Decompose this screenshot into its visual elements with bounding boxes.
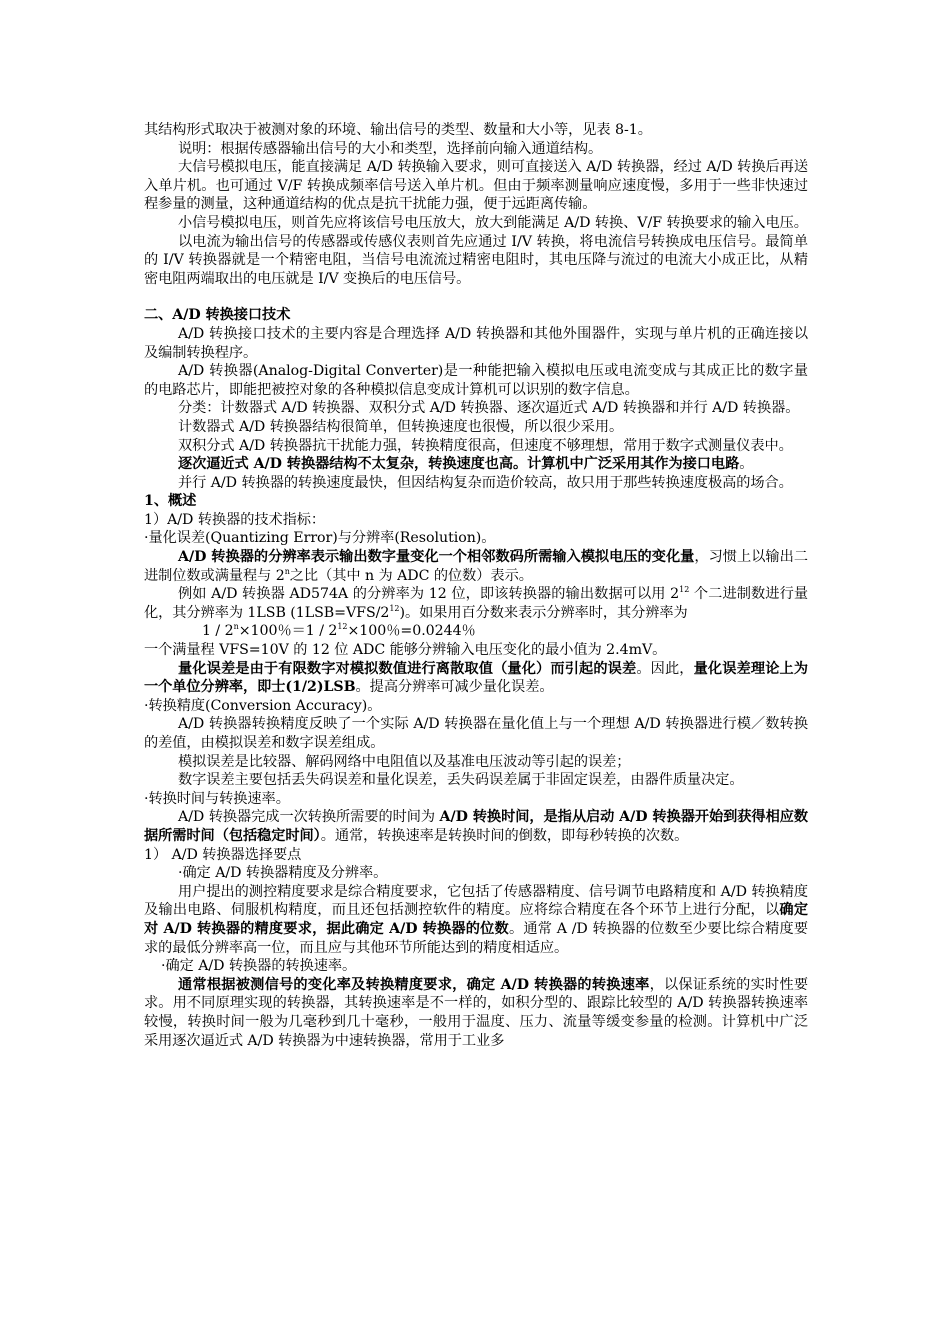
paragraph xyxy=(144,214,808,233)
paragraph-text: A/D 转换器(Analog-Digital Converter)是一种能把输入模拟电压或电流变成与其成正比的数字量的电路芯片，即能把被控对象的各种模拟信息变成计算机可以识别的数字信息。 xyxy=(144,363,808,398)
bold-text: 量化误差是由于有限数字对模拟数值进行离散取值（量化）而引起的误差 xyxy=(178,660,637,677)
superscript: 12 xyxy=(679,585,690,595)
paragraph-text: 并行 A/D 转换器的转换速度最快，但因结构复杂而造价较高，故只用于那些转换速度极高的场合。 xyxy=(178,474,793,491)
paragraph-text: 大信号模拟电压，能直接满足 A/D 转换输入要求，则可直接送入 A/D 转换器，经过 A/D 转换后再送入单片机。也可通过 V/F 转换成频率信号送入单片机。但由于频率测量响应速度慢，多用于一些非快速过程参量的测量，这种通道结构的优点是抗干扰能力强，便于远距离传输。 xyxy=(144,159,808,213)
paragraph xyxy=(144,548,808,585)
paragraph xyxy=(144,362,808,399)
paragraph-text: 数字误差主要包括丢失码误差和量化误差，丢失码误差属于非固定误差，由器件质量决定。 xyxy=(178,772,744,789)
paragraph xyxy=(144,158,808,214)
text-run: )。如果用百分数来表示分辨率时，其分辨率为 xyxy=(399,604,688,621)
text-run: 。 xyxy=(739,456,754,473)
paragraph-text: ·量化误差(Quantizing Error)与分辨率(Resolution)。 xyxy=(144,530,496,547)
text-run: ，习惯上以输出二进制位数或满量程与 2 xyxy=(144,549,808,584)
document-page xyxy=(144,121,808,1050)
bold-text: 确定对 A/D 转换器的精度要求，据此确定 A/D 转换器的位数 xyxy=(144,902,809,937)
paragraph xyxy=(144,233,808,289)
paragraph xyxy=(144,660,808,697)
paragraph xyxy=(144,641,808,660)
text-run: ，以保证系统的实时性要求。用不同原理实现的转换器，其转换速率是不一样的，如积分型的、跟踪比较型的 A/D 转换器转换速率较慢，转换时间一般为几毫秒到几十毫秒，一般用于温度、压力、流量等缓变参量的检测。计算机中广泛采用逐次逼近式 A/D 转换器为中速转换器，常用于工业多 xyxy=(144,976,809,1049)
paragraph-text: ·确定 A/D 转换器精度及分辨率。 xyxy=(178,865,388,882)
paragraph-text: 其结构形式取决于被测对象的环境、输出信号的类型、数量和大小等，见表 8-1。 xyxy=(144,122,652,138)
paragraph-text: 分类：计数器式 A/D 转换器、双积分式 A/D 转换器、逐次逼近式 A/D 转换器和并行 A/D 转换器。 xyxy=(178,400,800,417)
bold-text: 逐次逼近式 A/D 转换器结构不太复杂，转换速度也高。计算机中广泛采用其作为接口电路 xyxy=(178,456,740,473)
bold-text: A/D 转换时间，是指从启动 A/D 转换器开始到获得相应数据所需时间（包括稳定时间） xyxy=(144,809,809,844)
paragraph xyxy=(144,585,808,622)
text-run: 例如 A/D 转换器 AD574A 的分辨率为 12 位，即该转换器的输出数据可以用 2 xyxy=(178,586,680,603)
paragraph xyxy=(144,121,808,140)
paragraph xyxy=(144,511,808,530)
paragraph xyxy=(144,771,808,790)
paragraph xyxy=(144,455,808,474)
text-run: 1 / 2 xyxy=(202,623,234,640)
paragraph xyxy=(144,753,808,772)
paragraph xyxy=(144,697,808,716)
bold-text: A/D 转换器的分辨率表示输出数字量变化一个相邻数码所需输入模拟电压的变化量 xyxy=(178,549,695,566)
bold-text: 量化误差理论上为一个单位分辨率，即士(1/2)LSB xyxy=(144,660,809,696)
paragraph xyxy=(144,808,808,845)
paragraph xyxy=(144,399,808,418)
paragraph-text: 小信号模拟电压，则首先应将该信号电压放大，放大到能满足 A/D 转换、V/F 转换要求的输入电压。 xyxy=(178,214,808,231)
text-run: ×100％=0.0244％ xyxy=(347,623,476,640)
text-run: 。提高分辨率可减少量化误差。 xyxy=(355,679,554,696)
paragraph-text: A/D 转换接口技术的主要内容是合理选择 A/D 转换器和其他外围器件，实现与单片机的正确连接以及编制转换程序。 xyxy=(144,325,808,361)
paragraph-text: 以电流为输出信号的传感器或传感仪表则首先应通过 I/V 转换，将电流信号转换成电压信号。最简单的 I/V 转换器就是一个精密电阻，当信号电流流过精密电阻时，其电压降与流过的电流大小成正比，从精密电阻两端取出的电压就是 I/V 变换后的电压信号。 xyxy=(144,233,808,287)
paragraph xyxy=(144,976,808,1050)
paragraph-text: ·转换精度(Conversion Accuracy)。 xyxy=(144,697,382,714)
text-run: A/D 转换器完成一次转换所需要的时间为 xyxy=(178,809,440,826)
paragraph xyxy=(144,325,808,362)
paragraph xyxy=(144,715,808,752)
bold-text: 通常根据被测信号的变化率及转换精度要求，确定 A/D 转换器的转换速率 xyxy=(178,976,650,993)
text-run: 之比（其中 n 为 ADC 的位数）表示。 xyxy=(289,567,533,584)
text-run: ×100％＝1 / 2 xyxy=(238,623,338,640)
paragraph-text: 双积分式 A/D 转换器抗干扰能力强，转换精度很高，但速度不够理想，常用于数字式测量仪表中。 xyxy=(178,437,793,454)
paragraph-text: 1） A/D 转换器选择要点 xyxy=(144,846,302,863)
text-run: 。因此， xyxy=(636,660,694,677)
paragraph xyxy=(144,622,808,641)
text-run: 。通常，转换速率是转换时间的倒数，即每秒转换的次数。 xyxy=(320,827,689,844)
paragraph xyxy=(144,957,808,976)
paragraph-text: ·转换时间与转换速率。 xyxy=(144,790,290,807)
paragraph xyxy=(144,140,808,159)
paragraph-text: A/D 转换器转换精度反映了一个实际 A/D 转换器在量化值上与一个理想 A/D 转换器进行模／数转换的差值，由模拟误差和数字误差组成。 xyxy=(144,716,808,751)
section-heading xyxy=(144,306,808,325)
paragraph xyxy=(144,418,808,437)
paragraph-text: 模拟误差是比较器、解码网络中电阻值以及基准电压波动等引起的误差； xyxy=(178,753,631,770)
paragraph xyxy=(144,883,808,957)
superscript: n xyxy=(233,622,239,632)
paragraph-text: 1）A/D 转换器的技术指标： xyxy=(144,511,326,528)
paragraph-gap xyxy=(144,288,808,306)
paragraph xyxy=(144,790,808,809)
paragraph-text: 二、A/D 转换接口技术 xyxy=(144,307,291,324)
paragraph-text: 一个满量程 VFS=10V 的 12 位 ADC 能够分辨输入电压变化的最小值为 2.4mV。 xyxy=(144,642,667,659)
paragraph xyxy=(144,864,808,883)
superscript: n xyxy=(284,566,290,576)
paragraph-text: 计数器式 A/D 转换器结构很简单，但转换速度也很慢，所以很少采用。 xyxy=(178,418,624,435)
superscript: 12 xyxy=(337,622,348,632)
paragraph xyxy=(144,846,808,865)
text-run: 用户提出的测控精度要求是综合精度要求，它包括了传感器精度、信号调节电路精度和 A/D 转换精度及输出电路、伺服机构精度，而且还包括测控软件的精度。应将综合精度在各个环节上进行分配，以 xyxy=(144,883,808,919)
paragraph-text: 说明：根据传感器输出信号的大小和类型，选择前向输入通道结构。 xyxy=(178,140,603,157)
paragraph xyxy=(144,529,808,548)
superscript: 12 xyxy=(389,603,400,613)
section-heading xyxy=(144,492,808,511)
paragraph-text: ·确定 A/D 转换器的转换速率。 xyxy=(161,958,357,975)
paragraph-text: 1、概述 xyxy=(144,493,197,510)
paragraph xyxy=(144,474,808,493)
text-run: 。通常 A /D 转换器的位数至少要比综合精度要求的最低分辨率高一位，而且应与其他环节所能达到的精度相适应。 xyxy=(144,920,808,956)
paragraph xyxy=(144,437,808,456)
text-run: 个二进制数进行量化，其分辨率为 1LSB (1LSB=VFS/2 xyxy=(144,586,808,621)
